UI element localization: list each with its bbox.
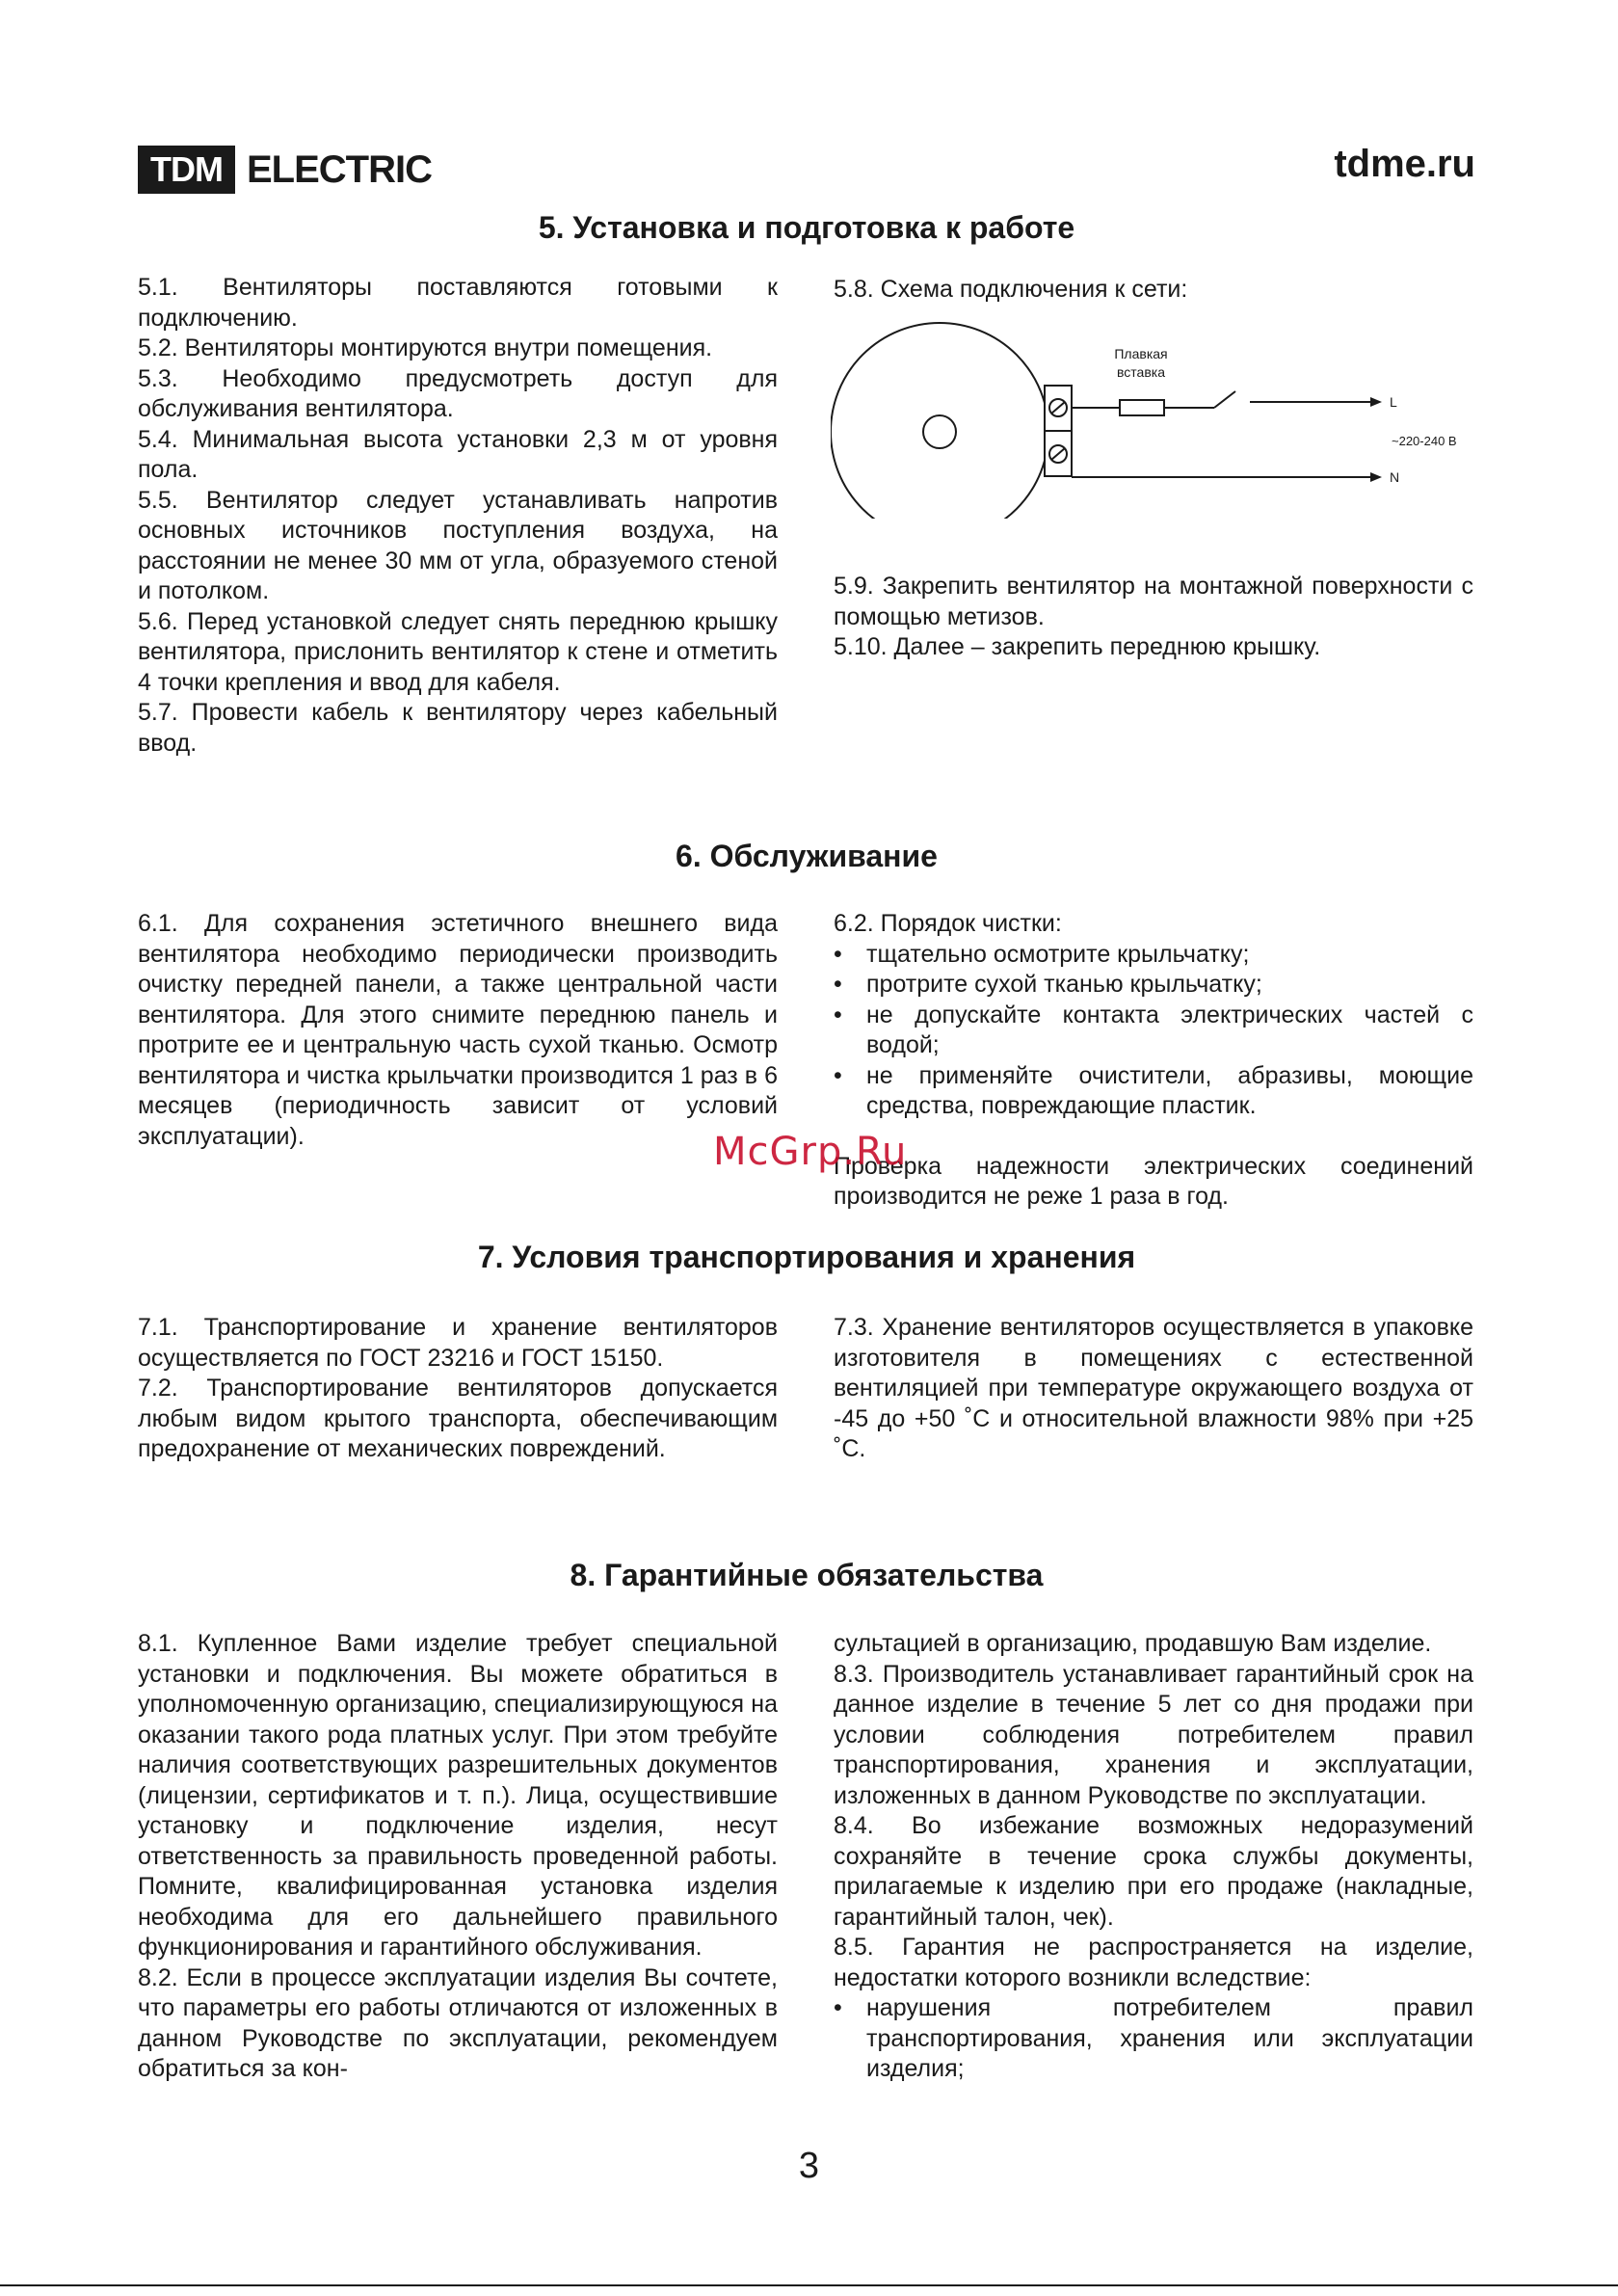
paragraph-5-4: 5.4. Минимальная высота установки 2,3 м от уровня пола. xyxy=(138,425,778,483)
line-n-label: N xyxy=(1390,469,1400,485)
voltage-label: ~220-240 В xyxy=(1392,434,1457,448)
section-5-title: 5. Установка и подготовка к работе xyxy=(538,210,1075,245)
list-item: • протрите сухой тканью крыльчатку; xyxy=(834,970,1473,1001)
paragraph-6-1: 6.1. Для сохранения эстетичного внешнего вида вентилятора необходимо периодически производить очистку передней панели, а также центральной части вентилятора. Для этого снимите переднюю панель и протрите ее и центральную часть сухой тканью. Осмотр вентилятора и чистка крыльчатки производится 1 раз в 6 месяцев (периодичность зависит от условий эксплуатации). xyxy=(138,910,778,1150)
paragraph-7-3: 7.3. Хранение вентиляторов осуществляется в упаковке изготовителя в помещениях с естественной вентиляцией при температуре окружающего воздуха от -45 до +50 ˚С и относительной влажности 98% при +25 ˚С. xyxy=(834,1314,1473,1462)
logo-box: TDM xyxy=(138,146,235,194)
page-header xyxy=(138,143,1475,197)
paragraph-8-2-continued: сультацией в организацию, продавшую Вам изделие. xyxy=(834,1630,1432,1657)
section-6-title: 6. Обслуживание xyxy=(676,839,938,873)
warranty-exclusions-list xyxy=(834,1993,1473,2085)
paragraph-5-1: 5.1. Вентиляторы поставляются готовыми к подключению. xyxy=(138,274,778,332)
list-item: • не применяйте очистители, абразивы, моющие средства, повреждающие пластик. xyxy=(834,1061,1473,1122)
fuse-label-2: вставка xyxy=(1117,364,1165,380)
tdm-logo xyxy=(138,146,432,194)
section-8-left-column xyxy=(138,1629,778,2085)
line-l-label: L xyxy=(1390,394,1397,410)
section-5-scheme-title-block xyxy=(834,275,1473,306)
line-l-arrow xyxy=(1370,397,1382,407)
switch-symbol xyxy=(1214,391,1235,408)
list-item: • тщательно осмотрите крыльчатку; xyxy=(834,940,1473,971)
paragraph-8-3: 8.3. Производитель устанавливает гарантийный срок на данное изделие в течение 5 лет со дня продажи при условии соблюдения потребителем правил транспортирования, хранения и эксплуатации, изложенных в данном Руководстве по эксплуатации. xyxy=(834,1660,1473,1809)
list-item: • нарушения потребителем правил транспортирования, хранения или эксплуатации изделия; xyxy=(834,1993,1473,2085)
fan-hub xyxy=(923,415,956,448)
logo-text: ELECTRIC xyxy=(246,147,432,191)
list-item: • не допускайте контакта электрических частей с водой; xyxy=(834,1001,1473,1061)
page-number: 3 xyxy=(798,2146,820,2186)
paragraph-8-2: 8.2. Если в процессе эксплуатации изделия Вы сочтете, что параметры его работы отличаются от изложенных в данном Руководстве по эксплуатации, рекомендуем обратиться за кон- xyxy=(138,1963,778,2082)
bottom-rule xyxy=(0,2284,1618,2286)
section-7-right-column xyxy=(834,1313,1473,1465)
connection-check-note: Проверка надежности электрических соединений производится не реже 1 раза в год. xyxy=(834,1152,1473,1210)
line-n-arrow xyxy=(1370,472,1382,482)
section-8-title: 8. Гарантийные обязательства xyxy=(570,1558,1044,1592)
paragraph-8-4: 8.4. Во избежание возможных недоразумений сохраняйте в течение срока службы документы, прилагаемые к изделию при его продаже (накладные, гарантийный талон, чек). xyxy=(834,1812,1473,1931)
section-7-title: 7. Условия транспортирования и хранения xyxy=(477,1240,1136,1274)
paragraph-5-3: 5.3. Необходимо предусмотреть доступ для обслуживания вентилятора. xyxy=(138,364,778,422)
paragraph-5-7: 5.7. Провести кабель к вентилятору через кабельный ввод. xyxy=(138,699,778,757)
paragraph-5-10: 5.10. Далее – закрепить переднюю крышку. xyxy=(834,633,1321,660)
fuse-symbol xyxy=(1120,400,1164,415)
section-6-left-column xyxy=(138,909,778,1152)
paragraph-5-2: 5.2. Вентиляторы монтируются внутри помещения. xyxy=(138,334,713,361)
site-url: tdme.ru xyxy=(1334,143,1475,185)
paragraph-5-9: 5.9. Закрепить вентилятор на монтажной поверхности с помощью метизов. xyxy=(834,573,1473,630)
wiring-diagram xyxy=(831,316,1486,519)
paragraph-5-5: 5.5. Вентилятор следует устанавливать напротив основных источников поступления воздуха, на расстоянии не менее 30 мм от угла, образуемого стеной и потолком. xyxy=(138,486,778,604)
cleaning-list xyxy=(834,940,1473,1122)
section-6-right-column xyxy=(834,909,1473,1213)
paragraph-5-6: 5.6. Перед установкой следует снять переднюю крышку вентилятора, прислонить вентилятор к стене и отметить 4 точки крепления и ввод для кабеля. xyxy=(138,607,778,696)
paragraph-7-1: 7.1. Транспортирование и хранение вентиляторов осуществляется по ГОСТ 23216 и ГОСТ 15150. xyxy=(138,1314,778,1372)
paragraph-5-8: 5.8. Схема подключения к сети: xyxy=(834,276,1188,303)
section-5-left-column xyxy=(138,273,778,759)
paragraph-8-5: 8.5. Гарантия не распространяется на изделие, недостатки которого возникли вследствие: xyxy=(834,1934,1473,1991)
section-7-left-column xyxy=(138,1313,778,1465)
paragraph-7-2: 7.2. Транспортирование вентиляторов допускается любым видом крытого транспорта, обеспечивающим предохранение от механических повреждений. xyxy=(138,1375,778,1462)
fuse-label-1: Плавкая xyxy=(1114,346,1168,361)
section-5-right-column xyxy=(834,572,1473,663)
fan-outline xyxy=(831,323,1048,519)
paragraph-8-1: 8.1. Купленное Вами изделие требует специальной установки и подключения. Вы можете обратиться в уполномоченную организацию, специализирующуюся на оказании такого рода платных услуг. При этом требуйте наличия соответствующих разрешительных документов (лицензии, сертификатов и т. п.). Лица, осуществившие установку и подключение изделия, несут ответственность за правильность проведенной работы. Помните, квалифицированная установка изделия необходима для его дальнейшего правильного функционирования и гарантийного обслуживания. xyxy=(138,1630,778,1961)
paragraph-6-2: 6.2. Порядок чистки: xyxy=(834,910,1062,937)
section-8-right-column xyxy=(834,1629,1473,2085)
watermark: McGrp.Ru xyxy=(713,1130,908,1174)
